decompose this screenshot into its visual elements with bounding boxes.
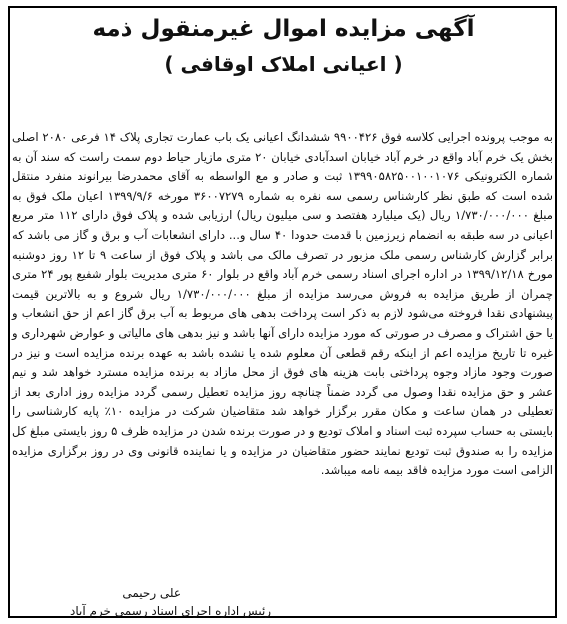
notice-subtitle: ( اعیانی املاک اوقافی ) — [164, 52, 403, 76]
signature-block — [70, 584, 271, 620]
notice-title: آگهی مزایده اموال غیرمنقول ذمه — [92, 16, 475, 42]
signature-title: رئیس اداره اجرای اسناد رسمی خرم آباد — [70, 604, 272, 618]
signature-name: علی رحیمی — [122, 586, 182, 600]
notice-body: به موجب پرونده اجرایی کلاسه فوق ۹۹۰۰۴۲۶ ششدانگ اعیانی یک باب عمارت تجاری پلاک ۱۴ فرعی ۲۰۸۰ اصلی بخش یک خرم آباد واقع در خرم آباد خیابان اسدآبادی خیابان ۲۰ متری مازیار حیاط دوم سمت راست که سند آن به شماره الکترونیکی ۱۳۹۹۰۵۸۲۵۰۰۱۰۰۱۰۷۶ ثبت و صادر و مع الواسطه به آقای محمدرضا بیرانوند منفرد منتقل شده است که طبق نظر کارشناس رسمی سه نفره به شماره ۳۶۰۰۷۲۷۹ مورخه ۱۳۹۹/۹/۶ اعیان ملک فوق به مبلغ ۱/۷۳۰/۰۰۰/۰۰۰ ریال (یک میلیارد هفتصد و سی میلیون ریال) ارزیابی شده و پلاک فوق دارای ۱۱۲ متر مربع اعیانی در سه طبقه به انضمام زیرزمین با قدمت حدودا ۴۰ سال و... دارای انشعابات آب و برق و گاز می باشد که برابر گزارش کارشناس رسمی ملک مزبور در تصرف مالک می باشد و پلاک فوق از ساعت ۹ تا ۱۲ روز دوشنبه مورخ ۱۳۹۹/۱۲/۱۸ در اداره اجرای اسناد رسمی خرم آباد واقع در بلوار ۶۰ متری مدیریت بلوار شفیع پور ۲۴ متری چمران از طریق مزایده به فروش می‌رسد مزایده از مبلغ ۱/۷۳۰/۰۰۰/۰۰۰ ریال شروع و به بالاترین قیمت پیشنهادی نقدا فروخته می‌شود لازم به ذکر است پرداخت بدهی های مربوط به آب برق گاز اعم از حق انشعاب و یا حق اشتراک و مصرف در صورتی که مورد مزایده دارای آنها باشد و نیز بدهی های مالیاتی و عوارض شهرداری و غیره تا تاریخ مزایده اعم از اینکه رقم قطعی آن معلوم شده یا نشده باشد به عهده برنده مزایده است و نیز در صورت وجود مازاد وجوه پرداختی بابت هزینه های فوق از محل مازاد به برنده مزایده مسترد خواهد شد و نیم عشر و حق مزایده نقدا وصول می گردد ضمناً چنانچه روز مزایده تعطیل رسمی گردد مزایده روز اداری بعد از تعطیلی در همان ساعت و مکان مقرر برگزار خواهد شد متقاضیان شرکت در مزایده ۱۰٪ پایه کارشناسی را بایستی به حساب سپرده ثبت اسناد و املاک تودیع و در صورت برنده شدن در مزایده ظرف ۵ روز بایستی مبلغ کل مزایده را به صندوق ثبت تودیع نمایند حضور متقاضیان در مزایده و یا نماینده قانونی وی در روز برگزاری مزایده الزامی است مورد مزایده فاقد بیمه نامه میباشد. — [12, 130, 554, 478]
